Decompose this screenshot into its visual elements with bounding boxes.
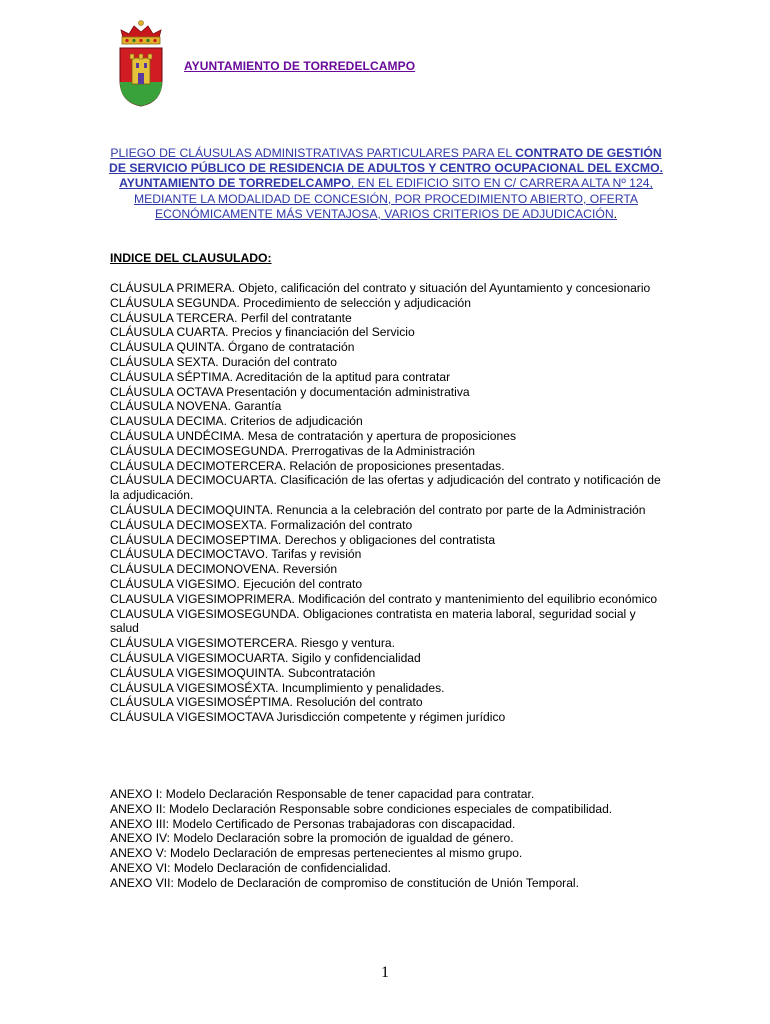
clause-item: CLÁUSULA DECIMONOVENA. Reversión [110,562,338,577]
clause-item: CLÁUSULA VIGESIMOQUINTA. Subcontratación [110,665,376,680]
clause-item: CLÁUSULA UNDÉCIMA. Mesa de contratación y apertura de proposiciones [110,428,517,443]
annex-item: ANEXO I: Modelo Declaración Responsable de tener capacidad para contratar. [110,787,535,801]
clause-item: CLÁUSULA SÉPTIMA. Acreditación de la aptitud para contratar [110,369,451,384]
clause-item: CLÁUSULA DECIMOTERCERA. Relación de proposiciones presentadas. [110,458,505,473]
clause-item: CLÁUSULA TERCERA. Perfil del contratante [110,310,352,325]
clause-item: CLÁUSULA VIGESIMOTERCERA. Riesgo y ventura. [110,636,395,651]
clause-item: CLÁUSULA OCTAVA Presentación y documentación administrativa [110,384,470,399]
clause-item: CLÁUSULA SEGUNDA. Procedimiento de selección y adjudicación [110,295,471,310]
annex-item: ANEXO VI: Modelo Declaración de confidencialidad. [110,860,391,875]
clause-index-list [110,281,666,725]
clause-item: CLÁUSULA PRIMERA. Objeto, calificación del contrato y situación del Ayuntamiento y concesionario [110,281,651,295]
annex-item: ANEXO V: Modelo Declaración de empresas pertenecientes al mismo grupo. [110,846,523,861]
annex-item: ANEXO III: Modelo Certificado de Personas trabajadoras con discapacidad. [110,816,516,831]
clause-item: CLÁUSULA DECIMOSEGUNDA. Prerrogativas de la Administración [110,443,475,458]
annex-item: ANEXO II: Modelo Declaración Responsable sobre condiciones especiales de compatibilidad. [110,801,613,816]
clause-item: CLÁUSULA DECIMOCUARTA. Clasificación de las ofertas y adjudicación del contrato y notificación de la adjudicación. [110,473,661,503]
clause-item: CLÁUSULA SEXTA. Duración del contrato [110,354,337,369]
clause-item: CLÁUSULA VIGESIMOSÉPTIMA. Resolución del contrato [110,695,423,710]
title-part-3: , EN EL EDIFICIO SITO EN C/ CARRERA ALTA Nº 124, MEDIANTE LA MODALIDAD DE CONCESIÓN, POR PROCEDIMIENTO ABIERTO, OFERTA ECONÓMICAMENTE MÁS VENTAJOSA, VARIOS CRITERIOS DE ADJUDICACIÓN [133,176,653,221]
clause-item: CLÁUSULA VIGESIMO. Ejecución del contrato [110,576,363,591]
coat-of-arms-logo [115,18,167,108]
clause-item: CLÁUSULA DECIMOQUINTA. Renuncia a la celebración del contrato por parte de la Administración [110,502,646,517]
title-part-2-bold: CONTRATO DE GESTIÓN DE SERVICIO PÚBLICO DE RESIDENCIA DE ADULTOS Y CENTRO OCUPACIONAL DEL EXCMO. AYUNTAMIENTO DE TORREDELCAMPO [109,146,663,191]
clause-item: CLÁUSULA VIGESIMOSÉXTA. Incumplimiento y penalidades. [110,680,445,695]
clause-item: CLAUSULA VIGESIMOPRIMERA. Modificación del contrato y mantenimiento del equilibrio económico [110,591,658,606]
clause-item: CLAUSULA VIGESIMOSEGUNDA. Obligaciones contratista en materia laboral, seguridad social y salud [110,606,636,636]
annex-list [110,787,666,891]
clause-item: CLÁUSULA QUINTA. Órgano de contratación [110,340,355,355]
clause-item: CLÁUSULA DECIMOSEXTA. Formalización del contrato [110,517,413,532]
annex-item: ANEXO VII: Modelo de Declaración de compromiso de constitución de Unión Temporal. [110,875,579,890]
page-number: 1 [381,964,389,981]
organization-title: AYUNTAMIENTO DE TORREDELCAMPO [184,59,416,73]
clause-item: CLÁUSULA VIGESIMOCTAVA Jurisdicción competente y régimen jurídico [110,710,506,725]
clause-item: CLÁUSULA NOVENA. Garantía [110,399,282,414]
title-part-4: . [613,206,618,221]
annex-item: ANEXO IV: Modelo Declaración sobre la promoción de igualdad de género. [110,831,514,846]
clause-item: CLÁUSULA DECIMOCTAVO. Tarifas y revisión [110,547,362,562]
document-title [108,146,664,222]
clause-item: CLÁUSULA VIGESIMOCUARTA. Sigilo y confidencialidad [110,650,421,665]
clause-item: CLAUSULA DECIMA. Criterios de adjudicación [110,414,363,429]
title-part-1: PLIEGO DE CLÁUSULAS ADMINISTRATIVAS PARTICULARES PARA EL [110,146,516,160]
index-heading: INDICE DEL CLAUSULADO: [110,251,272,265]
clause-item: CLÁUSULA DECIMOSEPTIMA. Derechos y obligaciones del contratista [110,532,496,547]
clause-item: CLÁUSULA CUARTA. Precios y financiación del Servicio [110,325,415,340]
